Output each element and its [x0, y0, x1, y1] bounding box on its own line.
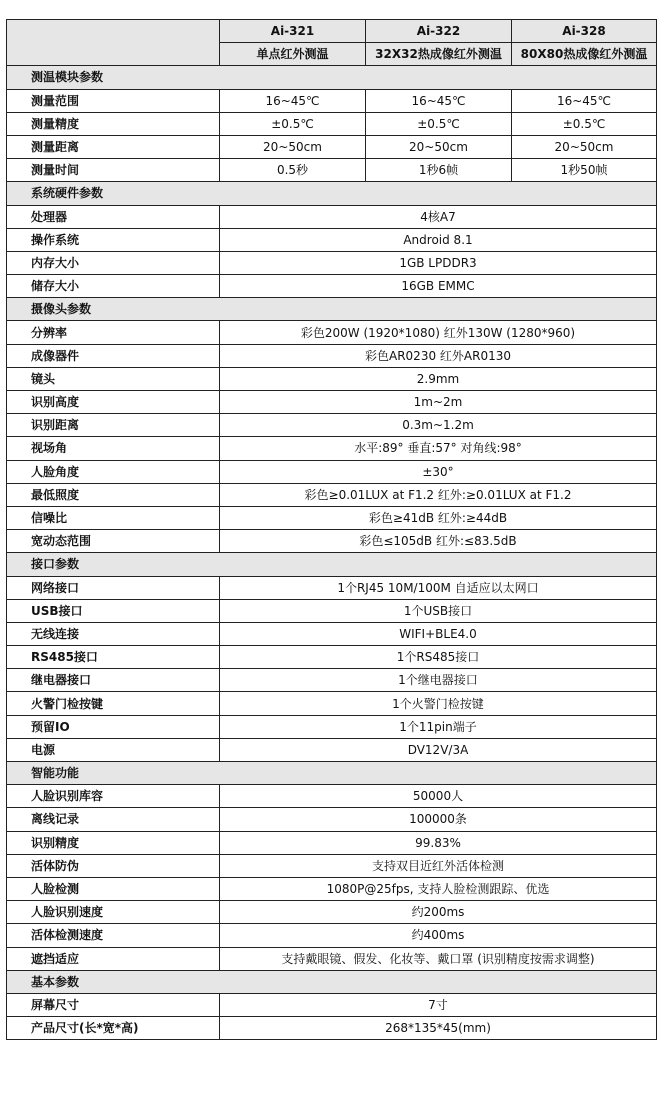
- param-value: Android 8.1: [220, 228, 657, 251]
- section-header-row: [7, 66, 657, 89]
- param-row: [7, 135, 657, 158]
- param-row: [7, 877, 657, 900]
- param-value: 1个RJ45 10M/100M 自适应以太网口: [220, 576, 657, 599]
- param-value: 1秒6帧: [366, 159, 512, 182]
- param-value: 1个USB接口: [220, 599, 657, 622]
- param-name: 电源: [7, 738, 220, 761]
- param-name: 处理器: [7, 205, 220, 228]
- param-name: 识别高度: [7, 391, 220, 414]
- param-row: [7, 506, 657, 529]
- param-value: 100000条: [220, 808, 657, 831]
- param-row: [7, 228, 657, 251]
- param-row: [7, 854, 657, 877]
- param-value: 水平:89° 垂直:57° 对角线:98°: [220, 437, 657, 460]
- model-desc-cell: 80X80热成像红外测温: [512, 43, 657, 66]
- param-name: 火警门检按键: [7, 692, 220, 715]
- param-value: 1个11pin端子: [220, 715, 657, 738]
- param-value: ±30°: [220, 460, 657, 483]
- section-header-row: [7, 298, 657, 321]
- param-value: 约200ms: [220, 901, 657, 924]
- param-row: [7, 715, 657, 738]
- section-title: 测温模块参数: [7, 66, 657, 89]
- param-row: [7, 112, 657, 135]
- param-value: 20~50cm: [366, 135, 512, 158]
- param-value: ±0.5℃: [220, 112, 366, 135]
- param-name: 操作系统: [7, 228, 220, 251]
- model-name-cell: Ai-328: [512, 20, 657, 43]
- param-row: [7, 321, 657, 344]
- param-name: 宽动态范围: [7, 530, 220, 553]
- param-row: [7, 831, 657, 854]
- param-name: 人脸识别库容: [7, 785, 220, 808]
- param-value: 16~45℃: [512, 89, 657, 112]
- section-header-row: [7, 553, 657, 576]
- param-name: 预留IO: [7, 715, 220, 738]
- param-name: 识别距离: [7, 414, 220, 437]
- param-row: [7, 391, 657, 414]
- model-desc-cell: 单点红外测温: [220, 43, 366, 66]
- param-name: 镜头: [7, 367, 220, 390]
- spec-table: [6, 19, 657, 1040]
- param-value: 1秒50帧: [512, 159, 657, 182]
- param-value: 彩色≤105dB 红外:≤83.5dB: [220, 530, 657, 553]
- param-row: [7, 159, 657, 182]
- param-name: 内存大小: [7, 251, 220, 274]
- param-row: [7, 599, 657, 622]
- section-title: 智能功能: [7, 762, 657, 785]
- param-value: 彩色200W (1920*1080) 红外130W (1280*960): [220, 321, 657, 344]
- param-name: 识别精度: [7, 831, 220, 854]
- section-title: 系统硬件参数: [7, 182, 657, 205]
- param-row: [7, 924, 657, 947]
- param-value: 1个RS485接口: [220, 646, 657, 669]
- param-name: 测量精度: [7, 112, 220, 135]
- param-row: [7, 367, 657, 390]
- section-header-row: [7, 970, 657, 993]
- param-name: 活体防伪: [7, 854, 220, 877]
- param-name: 储存大小: [7, 275, 220, 298]
- param-name: 分辨率: [7, 321, 220, 344]
- param-name: 无线连接: [7, 622, 220, 645]
- param-value: 4核A7: [220, 205, 657, 228]
- param-name: 产品尺寸(长*宽*高): [7, 1017, 220, 1040]
- param-value: 1个继电器接口: [220, 669, 657, 692]
- param-name: 网络接口: [7, 576, 220, 599]
- param-value: 16~45℃: [366, 89, 512, 112]
- param-name: 活体检测速度: [7, 924, 220, 947]
- section-header-row: [7, 182, 657, 205]
- param-value: 2.9mm: [220, 367, 657, 390]
- model-desc-cell: 32X32热成像红外测温: [366, 43, 512, 66]
- param-name: 最低照度: [7, 483, 220, 506]
- param-value: 0.3m~1.2m: [220, 414, 657, 437]
- param-row: [7, 669, 657, 692]
- param-value: 支持双目近红外活体检测: [220, 854, 657, 877]
- param-row: [7, 275, 657, 298]
- spec-table-body: [7, 20, 657, 1040]
- param-row: [7, 437, 657, 460]
- param-value: 16GB EMMC: [220, 275, 657, 298]
- param-row: [7, 901, 657, 924]
- param-name: USB接口: [7, 599, 220, 622]
- param-name: 测量范围: [7, 89, 220, 112]
- param-value: 7寸: [220, 993, 657, 1016]
- param-name: 人脸检测: [7, 877, 220, 900]
- param-value: DV12V/3A: [220, 738, 657, 761]
- param-name: 离线记录: [7, 808, 220, 831]
- param-row: [7, 947, 657, 970]
- param-name: 继电器接口: [7, 669, 220, 692]
- param-row: [7, 530, 657, 553]
- param-row: [7, 205, 657, 228]
- param-name: 信噪比: [7, 506, 220, 529]
- param-row: [7, 993, 657, 1016]
- param-value: 1m~2m: [220, 391, 657, 414]
- param-name: 成像器件: [7, 344, 220, 367]
- param-row: [7, 344, 657, 367]
- param-value: 16~45℃: [220, 89, 366, 112]
- param-row: [7, 808, 657, 831]
- param-value: 1个火警门检按键: [220, 692, 657, 715]
- param-row: [7, 251, 657, 274]
- param-row: [7, 576, 657, 599]
- param-value: 20~50cm: [220, 135, 366, 158]
- section-header-row: [7, 762, 657, 785]
- param-value: ±0.5℃: [366, 112, 512, 135]
- param-row: [7, 622, 657, 645]
- model-header-row: [7, 20, 657, 43]
- param-value: 彩色≥41dB 红外:≥44dB: [220, 506, 657, 529]
- section-title: 接口参数: [7, 553, 657, 576]
- param-value: 268*135*45(mm): [220, 1017, 657, 1040]
- param-row: [7, 1017, 657, 1040]
- param-name: 测量时间: [7, 159, 220, 182]
- param-name: 人脸角度: [7, 460, 220, 483]
- section-title: 摄像头参数: [7, 298, 657, 321]
- param-name: 测量距离: [7, 135, 220, 158]
- param-name: 遮挡适应: [7, 947, 220, 970]
- param-value: ±0.5℃: [512, 112, 657, 135]
- param-name: 视场角: [7, 437, 220, 460]
- param-value: 1GB LPDDR3: [220, 251, 657, 274]
- param-row: [7, 460, 657, 483]
- param-value: WIFI+BLE4.0: [220, 622, 657, 645]
- param-value: 彩色≥0.01LUX at F1.2 红外:≥0.01LUX at F1.2: [220, 483, 657, 506]
- model-name-cell: Ai-321: [220, 20, 366, 43]
- param-row: [7, 692, 657, 715]
- param-row: [7, 646, 657, 669]
- param-value: 彩色AR0230 红外AR0130: [220, 344, 657, 367]
- param-row: [7, 738, 657, 761]
- param-value: 支持戴眼镜、假发、化妆等、戴口罩 (识别精度按需求调整): [220, 947, 657, 970]
- model-name-cell: Ai-322: [366, 20, 512, 43]
- param-name: 屏幕尺寸: [7, 993, 220, 1016]
- param-value: 约400ms: [220, 924, 657, 947]
- param-row: [7, 785, 657, 808]
- param-name: RS485接口: [7, 646, 220, 669]
- param-value: 50000人: [220, 785, 657, 808]
- param-row: [7, 414, 657, 437]
- header-corner-cell: [7, 20, 220, 66]
- param-value: 20~50cm: [512, 135, 657, 158]
- param-name: 人脸识别速度: [7, 901, 220, 924]
- param-value: 99.83%: [220, 831, 657, 854]
- param-row: [7, 89, 657, 112]
- param-value: 1080P@25fps, 支持人脸检测跟踪、优选: [220, 877, 657, 900]
- section-title: 基本参数: [7, 970, 657, 993]
- param-value: 0.5秒: [220, 159, 366, 182]
- param-row: [7, 483, 657, 506]
